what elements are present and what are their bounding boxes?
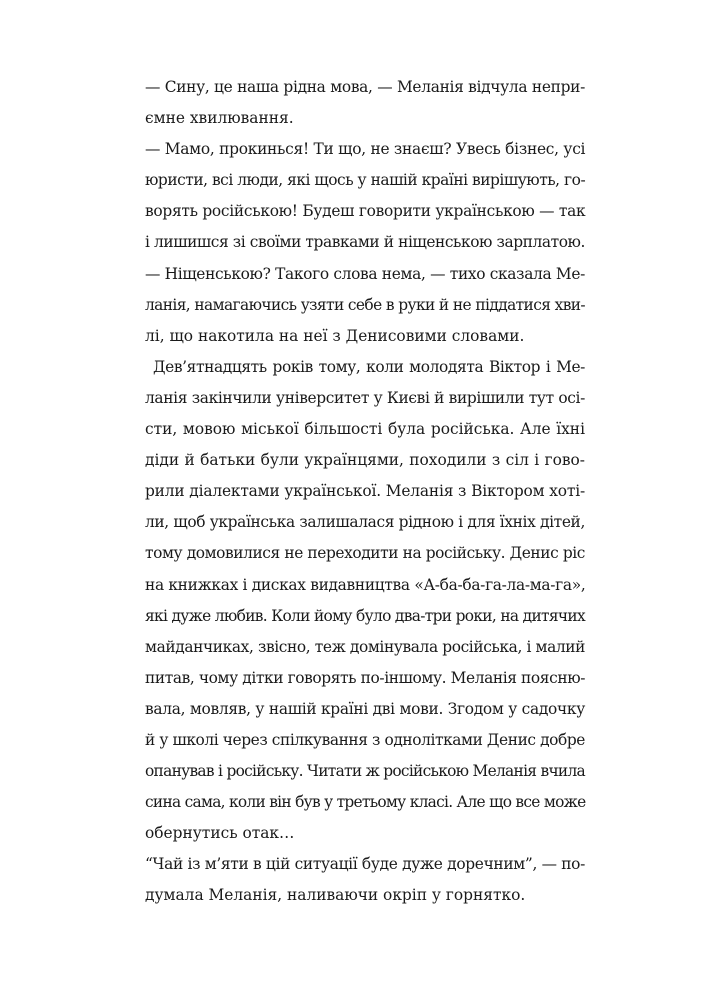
text-line: обернутись отак…	[145, 824, 295, 843]
text-line: і лишишся зі своїми травками й ніщенською зарплатою.	[145, 233, 585, 252]
text-line: діди й батьки були українцями, походили з сіл і гово-	[145, 451, 585, 470]
text-line: ємне хвилювання.	[145, 109, 294, 128]
text-line: “Чай із м’яти в цій ситуації буде дуже доречним”, — по-	[145, 855, 585, 874]
text-line: юристи, всі люди, які щось у нашій країні вирішують, го-	[145, 171, 586, 190]
text-line: вала, мовляв, у нашій країні дві мови. Згодом у садочку	[145, 699, 585, 718]
text-line: Дев’ятнадцять років тому, коли молодята Віктор і Ме-	[153, 357, 585, 376]
text-line: сти, мовою міської більшості була російська. Але їхні	[145, 420, 585, 439]
text-line: думала Меланія, наливаючи окріп у горнятко.	[145, 886, 526, 905]
text-line: ланія, намагаючись узяти себе в руки й не піддатися хви-	[145, 295, 585, 314]
text-line: які дуже любив. Коли йому було два-три роки, на дитячих	[145, 606, 585, 625]
text-line: — Ніщенською? Такого слова нема, — тихо сказала Ме-	[145, 264, 585, 283]
text-line: — Сину, це наша рідна мова, — Меланія відчула непри-	[145, 78, 585, 96]
text-line: лі, що накотила на неї з Денисовими словами.	[145, 326, 525, 345]
text-line: опанував і російську. Читати ж російською Меланія вчила	[145, 762, 585, 781]
text-line: — Мамо, прокинься! Ти що, не знаєш? Увесь бізнес, усі	[145, 140, 586, 159]
text-line: ли, щоб українська залишалася рідною і для їхніх дітей,	[145, 513, 585, 532]
text-line: ланія закінчили університет у Києві й вирішили тут осі-	[145, 388, 585, 407]
text-line: сина сама, коли він був у третьому класі. Але що все може	[145, 793, 586, 812]
text-line: рили діалектами української. Меланія з Віктором хоті-	[145, 482, 585, 501]
text-line: тому домовилися не переходити на російську. Денис ріс	[145, 544, 585, 563]
text-line: на книжках і дисках видавництва «А-ба-ба-га-ла-ма-га»,	[145, 575, 586, 594]
text-line: й у школі через спілкування з однолітками Денис добре	[145, 730, 585, 749]
text-line: ворять російською! Будеш говорити українською — так	[145, 202, 586, 221]
text-line: питав, чому дітки говорять по-іншому. Меланія поясню-	[145, 668, 585, 687]
body-text	[145, 72, 585, 912]
text-line: майданчиках, звісно, теж домінувала російська, і малий	[145, 637, 585, 656]
